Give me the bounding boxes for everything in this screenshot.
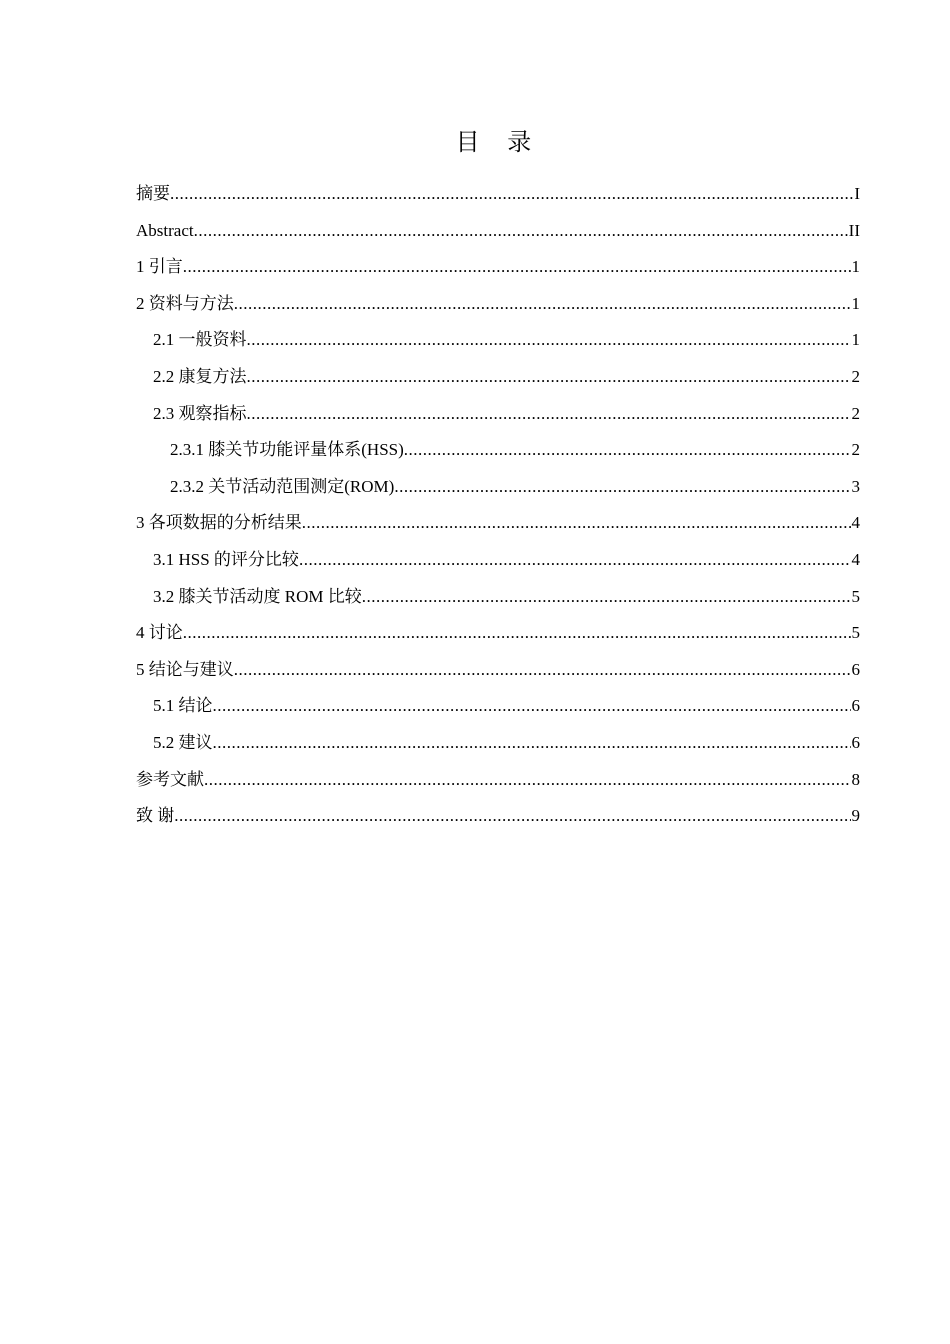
toc-entry-text: 1 引言 xyxy=(136,257,183,277)
toc-entry-text: 5.1 结论 xyxy=(153,696,213,716)
toc-entry[interactable] xyxy=(136,652,860,689)
toc-entry-text: 3.1 HSS 的评分比较 xyxy=(153,549,299,569)
toc-entry-text: 2.3.2 关节活动范围测定(ROM) xyxy=(170,476,395,496)
toc-entry[interactable] xyxy=(136,396,860,433)
toc-dot-leader xyxy=(213,725,851,762)
toc-entry[interactable] xyxy=(136,542,860,579)
toc-entry-text: 4 讨论 xyxy=(136,623,183,643)
toc-page-number: I xyxy=(854,184,860,203)
toc-entry[interactable] xyxy=(136,579,860,616)
toc-page-number: 5 xyxy=(851,623,860,643)
toc-entry[interactable] xyxy=(136,286,860,323)
toc-entry[interactable] xyxy=(136,505,860,542)
toc-entry[interactable] xyxy=(136,359,860,396)
toc-page-number: 5 xyxy=(851,586,860,606)
toc-entry-text: 5.2 建议 xyxy=(153,732,213,752)
toc-entry-text: 3 各项数据的分析结果 xyxy=(136,513,302,533)
toc-page-number: 6 xyxy=(851,732,860,752)
toc-dot-leader xyxy=(170,176,853,213)
toc-dot-leader xyxy=(183,249,851,286)
toc-dot-leader xyxy=(247,396,851,433)
toc-page-number: 3 xyxy=(851,476,860,496)
toc-dot-leader xyxy=(213,688,851,725)
toc-dot-leader xyxy=(299,542,851,579)
toc-entry[interactable] xyxy=(136,176,860,213)
toc-entry-text: 2.3 观察指标 xyxy=(153,403,247,423)
toc-entry[interactable] xyxy=(136,432,860,469)
toc-page-number: 4 xyxy=(851,549,860,569)
toc-list xyxy=(136,176,860,835)
toc-dot-leader xyxy=(302,505,851,542)
toc-entry[interactable] xyxy=(136,688,860,725)
toc-entry[interactable] xyxy=(136,725,860,762)
toc-dot-leader xyxy=(234,652,851,689)
toc-page-number: 1 xyxy=(851,330,860,350)
toc-page-number: 2 xyxy=(851,440,860,460)
toc-entry[interactable] xyxy=(136,469,860,506)
toc-entry-text: 2 资料与方法 xyxy=(136,293,234,313)
toc-entry-text: 摘要 xyxy=(136,184,170,203)
toc-entry[interactable] xyxy=(136,615,860,652)
toc-page-number: 1 xyxy=(851,293,860,313)
toc-entry[interactable] xyxy=(136,213,860,250)
toc-page-number: 2 xyxy=(851,366,860,386)
toc-dot-leader xyxy=(183,615,851,652)
toc-entry[interactable] xyxy=(136,249,860,286)
toc-entry-text: 5 结论与建议 xyxy=(136,659,234,679)
toc-entry[interactable] xyxy=(136,762,860,799)
toc-page-number: II xyxy=(848,220,860,240)
toc-page-number: 8 xyxy=(851,769,860,789)
toc-title: 目 录 xyxy=(455,128,542,156)
toc-entry-text: 3.2 膝关节活动度 ROM 比较 xyxy=(153,586,362,606)
toc-dot-leader xyxy=(174,798,850,835)
toc-dot-leader xyxy=(194,213,848,250)
toc-page-number: 9 xyxy=(851,806,860,826)
toc-entry-text: 致 谢 xyxy=(136,806,175,826)
toc-entry[interactable] xyxy=(136,322,860,359)
toc-dot-leader xyxy=(247,322,851,359)
toc-dot-leader xyxy=(247,359,851,396)
toc-dot-leader xyxy=(204,762,851,799)
toc-entry-text: Abstract xyxy=(136,220,194,240)
toc-entry[interactable] xyxy=(136,798,860,835)
toc-entry-text: 2.3.1 膝关节功能评量体系(HSS) xyxy=(170,440,404,460)
toc-page-number: 2 xyxy=(851,403,860,423)
toc-dot-leader xyxy=(234,286,851,323)
toc-entry-text: 2.1 一般资料 xyxy=(153,330,247,350)
toc-page-number: 6 xyxy=(851,696,860,716)
toc-page-number: 4 xyxy=(851,513,860,533)
toc-entry-text: 2.2 康复方法 xyxy=(153,366,247,386)
toc-dot-leader xyxy=(394,469,850,506)
toc-dot-leader xyxy=(362,579,851,616)
toc-entry-text: 参考文献 xyxy=(136,769,204,789)
toc-page-number: 6 xyxy=(851,659,860,679)
toc-dot-leader xyxy=(404,432,851,469)
toc-page-number: 1 xyxy=(851,257,860,277)
